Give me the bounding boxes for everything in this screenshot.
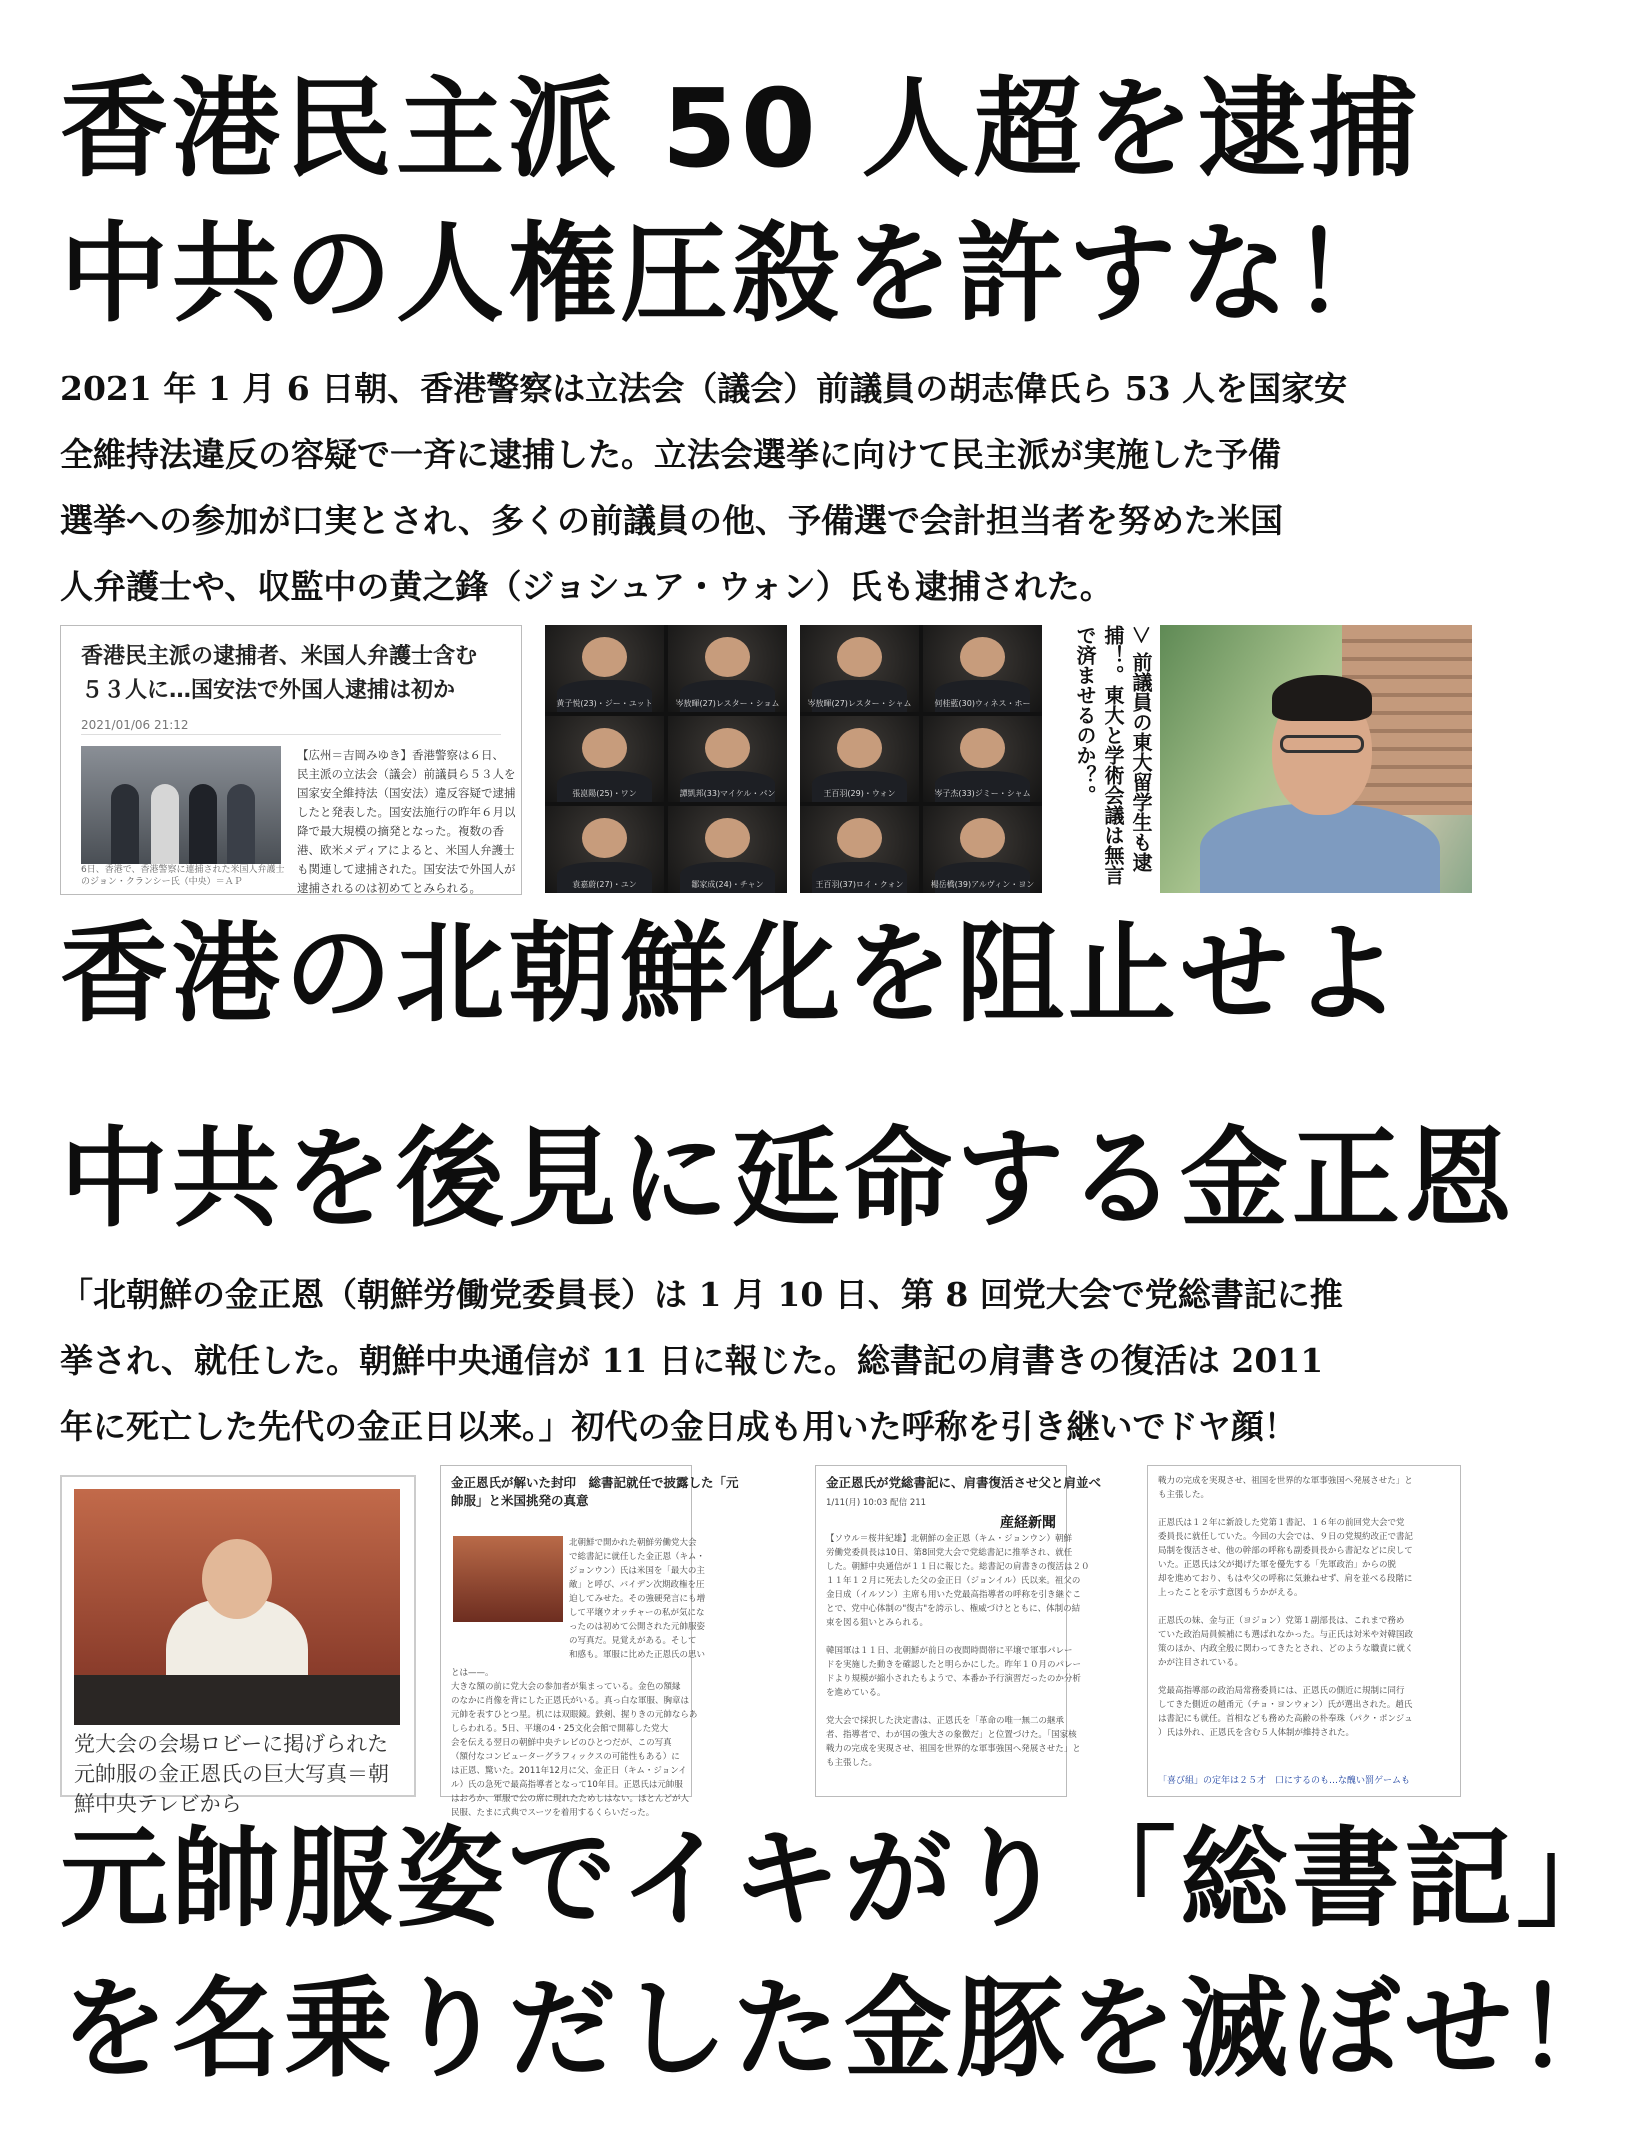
clip-headline-line: ５３人に…国安法で外国人逮捕は初か (81, 678, 456, 703)
clip-body-line: 束を図る狙いとみられる。 (826, 1618, 929, 1628)
clip-body-line: 【ソウル＝桜井紀雄】北朝鮮の金正恩（キム・ジョンウン）朝鮮 (826, 1534, 1072, 1544)
paragraph-hongkong-arrests (60, 356, 1460, 620)
clip-body-line: 戦力の完成を実現させ、祖国を世界的な軍事強国へ発展させた」と (826, 1744, 1081, 1754)
clip-body-line: して平壌ウオッチャーの私が気にな (569, 1608, 705, 1618)
news-clip-arrests (60, 625, 522, 895)
clip-body-line: 民服、たまに式典でスーツを着用するくらいだった。 (451, 1808, 655, 1818)
clip-body-line (1158, 1670, 1450, 1684)
clip-headline (826, 1474, 1102, 1492)
headline-bottom-1: 元帥服姿でイキがり「総書記」 (60, 1817, 1628, 1942)
clip-headline-line: 帥服」と米国挑発の真意 (451, 1493, 589, 1508)
clip-body (297, 746, 516, 898)
clip-body-line: も主張した。 (826, 1758, 878, 1768)
clip-headline-line: 香港民主派の逮捕者、米国人弁護士含む (81, 644, 478, 669)
headline-bottom-2: を名乗りだした金豚を滅ぼせ！ (60, 1967, 1628, 2092)
vertical-note: ＞ 前議員の東大留学生も逮捕！。東大と学術会議は無言で済ませるのか？。 (1073, 625, 1153, 885)
clip-body-line: のなかに肖像を背にした正恩氏がいる。真っ白な軍服、胸章は (451, 1696, 690, 1706)
news-clip-continuation (1147, 1465, 1461, 1797)
clip-headline (81, 640, 477, 708)
clip-body-line: 北朝鮮で開かれた朝鮮労働党大会 (569, 1538, 697, 1548)
clip-body-line: も主張した。 (1158, 1490, 1210, 1500)
clip-body-line: いた。正恩氏は父が掲げた軍を優先する「先軍政治」からの脱 (1158, 1560, 1397, 1570)
arrestee-name: 何桂藍(30)ウィネス・ホー (934, 698, 1031, 708)
clip-body-line: 党大会で採択した決定書は、正恩氏を「革命の唯一無二の継承 (826, 1716, 1065, 1726)
clip-body-line: 迫してみせた。その強硬発言にも増 (569, 1594, 706, 1604)
photo-caption (74, 1729, 400, 1819)
sankei-logo: 産経新聞 (1000, 1515, 1056, 1531)
clip-body-line: 正恩氏の妹、金与正（ヨジョン）党第１副部長は、これまで務め (1158, 1616, 1405, 1626)
paragraph-line: 全維持法違反の容疑で一斉に逮捕した。立法会選挙に向けて民主派が実施した予備 (60, 435, 1281, 474)
clip-body-line: を進めている。 (826, 1688, 886, 1698)
clip-body-line: ル）氏の急死で最高指導者となって10年目。正恩氏は元帥服 (451, 1780, 683, 1790)
arrestee-name: 王百羽(29)・ウォン (823, 789, 896, 799)
clip-body-line: 和感も。軍服に比めた正恩氏の思い (569, 1650, 706, 1660)
arrestee-photo (545, 806, 664, 893)
paragraph-kim-jongun (60, 1262, 1460, 1460)
arrestee-name: 王百羽(37)ロイ・クォン (815, 879, 904, 889)
clip-body-line: 労働党委員長は10日、第8回党大会で党総書記に推挙され、就任 (826, 1548, 1073, 1558)
clip-body-line: の写真だ。見覚えがある。そして (569, 1636, 697, 1646)
arrestee-photo (800, 716, 919, 803)
clip-body-line: 民主派の立法会（議会）前議員ら５３人を (297, 767, 516, 781)
arrestee-photo (545, 716, 664, 803)
clip-body-line: しらわれる。5日、平壌の4・25文化会館で開幕した党大 (451, 1724, 669, 1734)
arrestee-name: 譚凱邦(33)マイケル・パン (679, 789, 776, 799)
arrestee-photo (923, 625, 1042, 712)
clip-body-line: 国家安全維持法（国安法）違反容疑で逮捕 (297, 786, 516, 800)
clip-body (1158, 1474, 1450, 1740)
arrestee-name: 鄒家成(24)・チャン (691, 879, 764, 889)
caption-line: 元帥服の金正恩氏の巨大写真＝朝 (74, 1762, 389, 1786)
clip-body-line: 降で最大規模の摘発となった。複数の香 (297, 824, 504, 838)
clip-body-line (826, 1700, 1056, 1714)
clip-body-line: １１年１２月に死去した父の金正日（ジョンイル）氏以来。祖父の (826, 1576, 1081, 1586)
clip-body-line: とは——。 (451, 1668, 494, 1678)
news-clip-general-secretary (815, 1465, 1102, 1797)
clip-date: 2021/01/06 21:12 (81, 718, 189, 732)
photo-caption: 6日、香港で、香港警察に連捕された米国人弁護士のジョン・クランシー氏（中央）＝ＡＰ (81, 865, 285, 887)
clip-body-line: 大きな額の前に党大会の参加者が集まっている。金色の額縁 (451, 1682, 681, 1692)
headline-mid-2: 中共を後見に延命する金正恩 (60, 1117, 1517, 1242)
arrestee-name: 岑敖暉(27)レスター・ショム (675, 698, 780, 708)
clip-body-intro (569, 1536, 706, 1662)
clip-body-line: （額付なコンピューターグラフィックスの可能性もある）に (451, 1752, 680, 1762)
clip-body-line: ったのは初めて公開された元帥服姿 (569, 1622, 706, 1632)
clip-meta (826, 1496, 1056, 1510)
clip-body (826, 1532, 1090, 1770)
caption-line: 鮮中央テレビから (74, 1792, 242, 1816)
clip-body-line: 正恩氏は１２年に新設した党第１書記、１６年の前回党大会で党 (1158, 1518, 1405, 1528)
headline-top-2: 中共の人権圧殺を許すな！ (60, 212, 1405, 337)
arrestee-name: 黄子悦(23)・ジー・ユット (556, 698, 653, 708)
clip-body-line: 逮捕されるのは初めてとみられる。 (297, 881, 481, 895)
paragraph-line: 挙され、就任した。朝鮮中央通信が 11 日に報じた。総書記の肩書きの復活は 2011 (60, 1341, 1324, 1380)
clip-body-line: 上ったことを示す意図もうかがえる。 (1158, 1588, 1303, 1598)
headline-top-1: 香港民主派 50 人超を逮捕 (60, 67, 1422, 192)
clip-body (451, 1666, 698, 1820)
clip-body-line: かが注目されている。 (1158, 1658, 1244, 1668)
clip-body-line: ジョンウン）氏は米国を「最大の主 (569, 1566, 705, 1576)
arrestee-photo (923, 716, 1042, 803)
article-photo (453, 1536, 563, 1622)
arrestee-photo (545, 625, 664, 712)
clip-body-line: も関連して逮捕された。国安法で外国人が (297, 862, 516, 876)
clip-body-line: 港、欧米メディアによると、米国人弁護士 (297, 843, 515, 857)
arrestee-name: 張崑陽(25)・ワン (572, 789, 637, 799)
arrestee-name: 岑子杰(33)ジミー・シャム (934, 789, 1031, 799)
arrestee-name: 袁嘉蔚(27)・ユン (572, 879, 637, 889)
clip-headline-line: 金正恩氏が党総書記に、肩書復活させ父と肩並べ (826, 1475, 1102, 1490)
clip-body-line (826, 1630, 1056, 1644)
clip-body-line: 戦力の完成を実現させ、祖国を世界的な軍事強国へ発展させた」と (1158, 1476, 1413, 1486)
paragraph-line: 「北朝鮮の金正恩（朝鮮労働党委員長）は 1 月 10 日、第 8 回党大会で党総書記に推 (60, 1275, 1343, 1314)
arrestee-photo (668, 806, 787, 893)
clip-body-line: ）氏は外れ、正恩氏を含む５人体制が維持された。 (1158, 1728, 1355, 1738)
arrest-photo (81, 746, 281, 864)
arrestee-photo (800, 625, 919, 712)
clip-body-line: 【広州＝吉岡みゆき】香港警察は６日、 (297, 748, 504, 762)
clip-body-line: 金日成（イルソン）主席も用いた党最高指導者の呼称を引き継ぐこ (826, 1590, 1082, 1600)
clip-body-line: 韓国軍は１１日、北朝鮮が前日の夜間時間帯に平壌で軍事パレー (826, 1646, 1073, 1656)
arrestee-photo-grid-2 (800, 625, 1042, 893)
arrestee-photo-grid-1 (545, 625, 787, 893)
clip-body-line: とで、党中心体制の"復古"を誇示し、権威づけとともに、体制の結 (826, 1604, 1081, 1614)
arrestee-photo (668, 716, 787, 803)
clip-body-line: は書記にも就任。首相なども務めた高齢の朴奉珠（パク・ポンジュ (1158, 1714, 1413, 1724)
clip-body-line: ていた政治局員候補にも選ばれなかった。与正氏は対米や対韓国政 (1158, 1630, 1414, 1640)
paragraph-line: 2021 年 1 月 6 日朝、香港警察は立法会（議会）前議員の胡志偉氏ら 53 人を国家安 (60, 369, 1348, 408)
paragraph-line: 年に死亡した先代の金正日以来。」初代の金日成も用いた呼称を引き継いでドヤ顔！ (60, 1407, 1297, 1446)
clip-body-line: したと発表した。国安法施行の昨年６月以 (297, 805, 516, 819)
clip-headline-line: 金正恩氏が解いた封印 総書記就任で披露した「元 (451, 1475, 739, 1490)
clip-body-line: してきた側近の趙甬元（チョ・ヨンウォン）氏が選出された。趙氏 (1158, 1700, 1413, 1710)
paragraph-line: 選挙への参加が口実とされ、多くの前議員の他、予備選で会計担当者を努めた米国 (60, 501, 1283, 540)
kim-portrait-photo (74, 1489, 400, 1725)
arrestee-name: 岑敖暉(27)レスター・シャム (807, 698, 912, 708)
clip-body-line: はおろか、軍服で公の席に現れたためしはない。ほとんどが人 (451, 1794, 690, 1804)
arrestee-photo (923, 806, 1042, 893)
clip-headline (451, 1474, 739, 1510)
clip-body-line (1158, 1502, 1450, 1516)
clip-body-line: ドより規模が縮小されたもようで、本番か予行演習だったのか分析 (826, 1674, 1081, 1684)
clip-body-line: で総書記に就任した金正恩（キム・ (569, 1552, 705, 1562)
clip-body-line: 局制を復活させ、他の幹部の呼称も副委員長から書記などに戻して (1158, 1546, 1413, 1556)
clip-body-line: は正恩、驚いた。2011年12月に父、金正日（キム・ジョンイ (451, 1766, 687, 1776)
clip-body-line: 却を進めており、もはや父の呼称に気兼ねせず、肩を並べる段階に (1158, 1574, 1413, 1584)
clip-body-line: 敵」と呼び、バイデン次期政権を圧 (569, 1580, 705, 1590)
headline-mid-1: 香港の北朝鮮化を阻止せよ (60, 912, 1405, 1037)
clip-body-line: 元帥を表すひとつ星。机には双眼鏡。鉄剣、握りきの元帥ならあ (451, 1710, 698, 1720)
clip-body-line: 委員長に就任していた。今回の大会では、９日の党規約改正で書記 (1158, 1532, 1414, 1542)
portrait-photo (1160, 625, 1472, 893)
clip-meta-line: 1/11(月) 10:03 配信 211 (826, 1498, 927, 1508)
news-photo-kim-portrait (60, 1475, 416, 1816)
clip-body-line: 会を伝える翌日の朝鮮中央テレビのひとつだが、この写真 (451, 1738, 672, 1748)
clip-body-line: した。朝鮮中央通信が１１日に報じた。総書記の肩書きの復活は２０ (826, 1562, 1090, 1572)
caption-line: 党大会の会場ロビーに掲げられた (74, 1732, 389, 1756)
arrestee-name: 楊岳橋(39)アルヴィン・ヨン (930, 879, 1035, 889)
clip-body-line: ドを実施した動きを確認したと明らかにした。昨年１０月のパレー (826, 1660, 1082, 1670)
clip-body-line: 党最高指導部の政治局常務委員には、正恩氏の側近に規制に同行 (1158, 1686, 1405, 1696)
paragraph-line: 人弁護士や、収監中の黄之鋒（ジョシュア・ウォン）氏も逮捕された。 (60, 567, 1113, 606)
clip-body-line: 者、指導者で、わが国の強大さの象徴だ」と位置づけた。「国家核 (826, 1730, 1077, 1740)
arrestee-photo (668, 625, 787, 712)
news-clip-marshal-uniform (440, 1465, 739, 1818)
related-article-link[interactable]: 「喜び組」の定年は２５才 口にするのも…な醜い罰ゲームも (1158, 1776, 1411, 1786)
divider (81, 734, 501, 735)
clip-body-line (1158, 1600, 1450, 1614)
arrestee-photo (800, 806, 919, 893)
clip-body-line: 策のほか、内政全般に関わってきたとされ、どのような職責に就く (1158, 1644, 1414, 1654)
